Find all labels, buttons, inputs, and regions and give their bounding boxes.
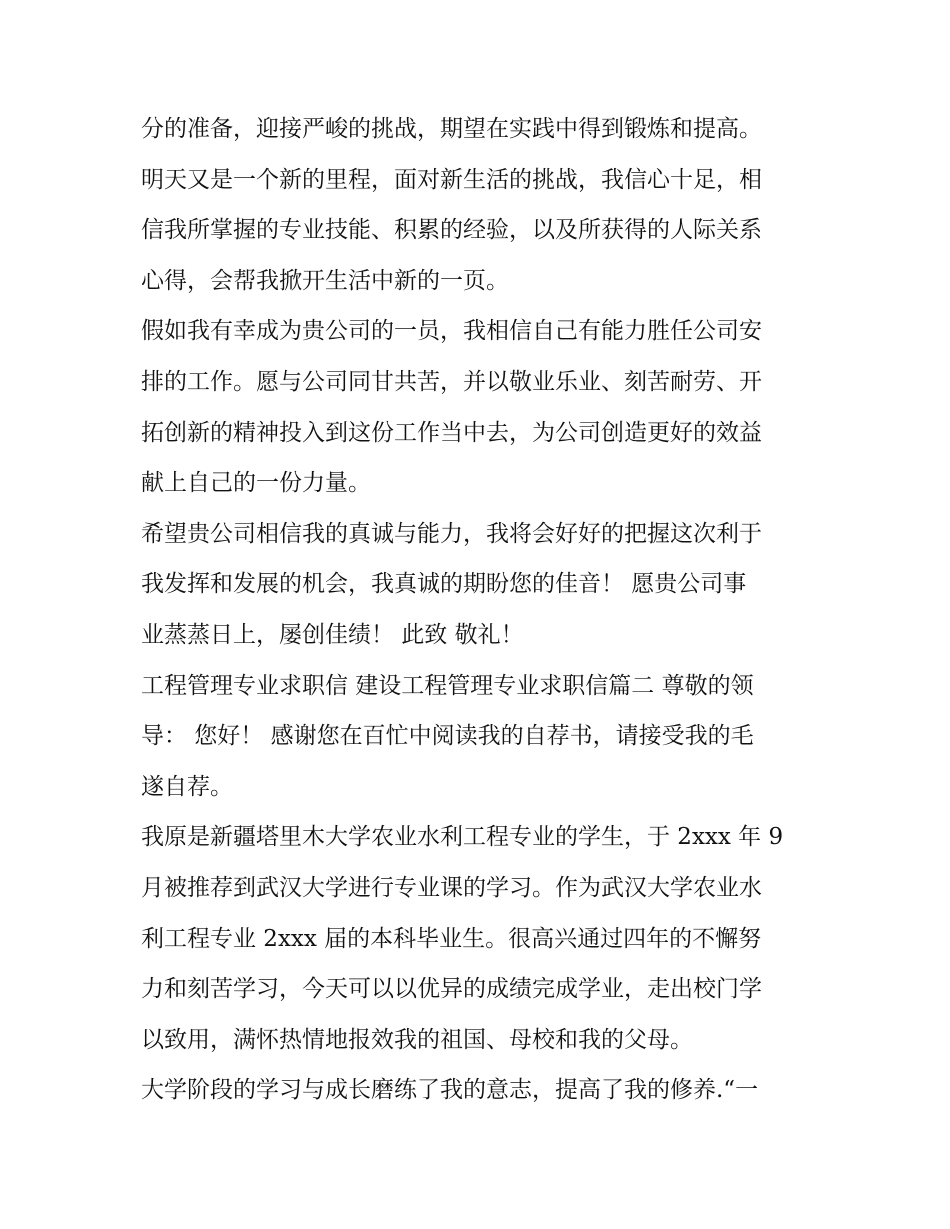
text-line: 力和刻苦学习，今天可以以优异的成绩完成学业，走出校门学	[141, 976, 762, 1003]
document-body	[141, 104, 816, 1116]
text-line: 假如我有幸成为贵公司的一员，我相信自己有能力胜任公司安	[141, 318, 762, 345]
text-line: 排的工作。愿与公司同甘共苦，并以敬业乐业、刻苦耐劳、开	[141, 368, 762, 395]
text-line: 大学阶段的学习与成长磨练了我的意志，提高了我的修养.“一	[141, 1077, 759, 1104]
text-line: 月被推荐到武汉大学进行专业课的学习。作为武汉大学农业水	[141, 874, 762, 901]
text-line: 工程管理专业求职信 建设工程管理专业求职信篇二 尊敬的领	[141, 672, 754, 699]
text-line: 利工程专业 2xxx 届的本科毕业生。很高兴通过四年的不懈努	[141, 925, 762, 952]
text-line: 导： 您好！ 感谢您在百忙中阅读我的自荐书，请接受我的毛	[141, 723, 754, 750]
text-line: 心得，会帮我掀开生活中新的一页。	[141, 267, 509, 294]
text-line: 希望贵公司相信我的真诚与能力，我将会好好的把握这次利于	[141, 520, 762, 547]
text-line: 信我所掌握的专业技能、积累的经验，以及所获得的人际关系	[141, 217, 762, 244]
text-line: 以致用，满怀热情地报效我的祖国、母校和我的父母。	[141, 1026, 693, 1053]
text-line: 分的准备，迎接严峻的挑战，期望在实践中得到锻炼和提高。	[141, 116, 762, 142]
text-line: 业蒸蒸日上，屡创佳绩！ 此致 敬礼！	[141, 621, 524, 648]
text-line: 明天又是一个新的里程，面对新生活的挑战，我信心十足，相	[141, 166, 762, 193]
text-line: 我发挥和发展的机会，我真诚的期盼您的佳音！ 愿贵公司事	[141, 571, 747, 598]
text-line: 遂自荐。	[141, 773, 233, 800]
text-line: 献上自己的一份力量。	[141, 470, 371, 497]
text-line: 我原是新疆塔里木大学农业水利工程专业的学生，于 2xxx 年 9	[141, 824, 784, 851]
text-line: 拓创新的精神投入到这份工作当中去，为公司创造更好的效益	[141, 419, 762, 446]
